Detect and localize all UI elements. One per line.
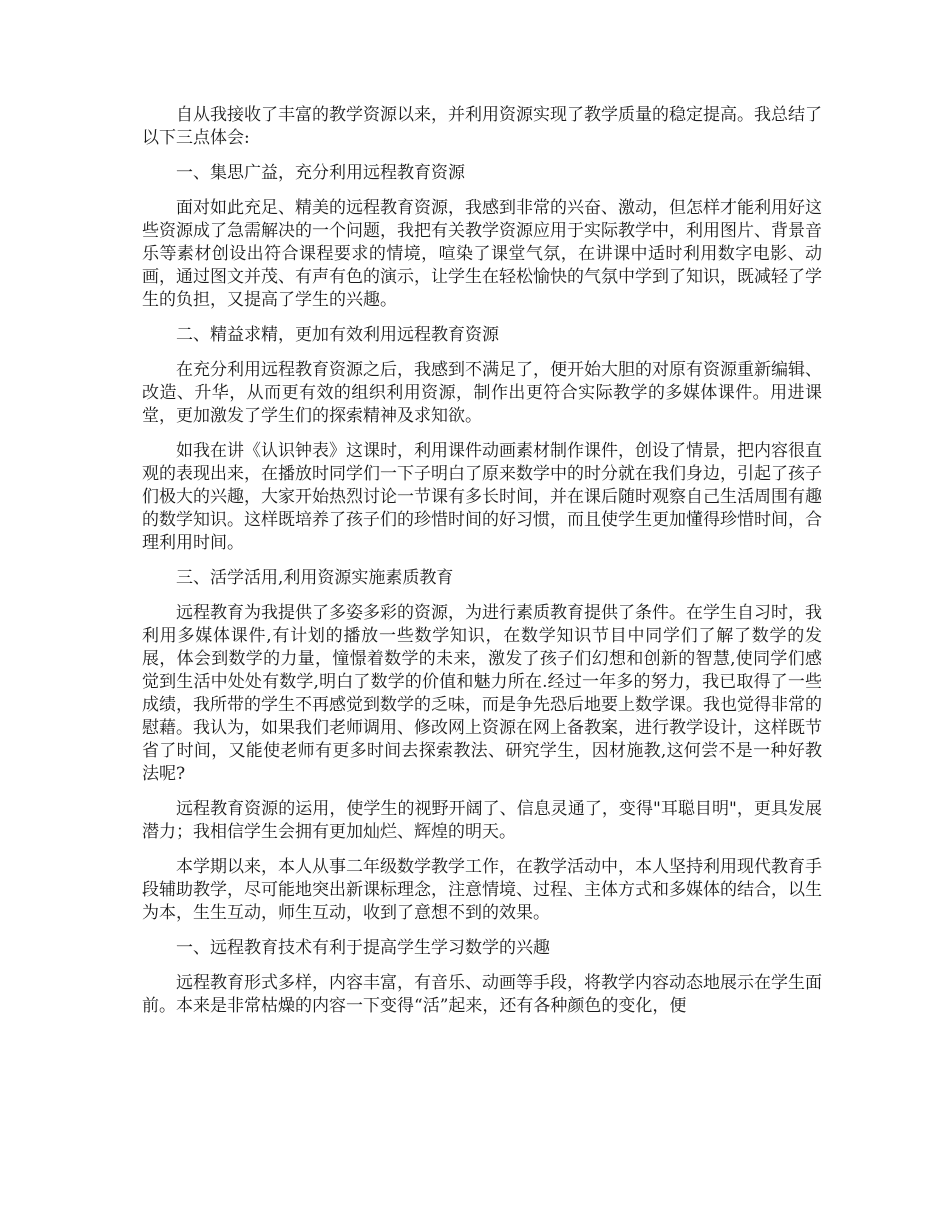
document-page xyxy=(142,104,822,1030)
paragraph: 在充分利用远程教育资源之后，我感到不满足了，便开始大胆的对原有资源重新编辑、改造、升华，从而更有效的组织利用资源，制作出更符合实际教学的多媒体课件。用进课堂，更加激发了学生们的探索精神及求知欲。 xyxy=(142,360,822,426)
section-heading: 二、精益求精，更加有效利用远程教育资源 xyxy=(176,325,499,345)
paragraph: 远程教育资源的运用，使学生的视野开阔了、信息灵通了，变得"耳聪目明"，更具发展潜力；我相信学生会拥有更加灿烂、辉煌的明天。 xyxy=(142,799,822,842)
paragraph: 自从我接收了丰富的教学资源以来，并利用资源实现了教学质量的稳定提高。我总结了以下三点体会: xyxy=(142,105,822,148)
paragraph: 面对如此充足、精美的远程教育资源，我感到非常的兴奋、激动，但怎样才能利用好这些资源成了急需解决的一个问题，我把有关教学资源应用于实际教学中，利用图片、背景音乐等素材创设出符合课程要求的情境，喧染了课堂气氛，在讲课中适时利用数字电影、动画，通过图文并茂、有声有色的演示，让学生在轻松愉快的气氛中学到了知识，既减轻了学生的负担，又提高了学生的兴趣。 xyxy=(142,198,822,310)
paragraph: 本学期以来，本人从事二年级数学教学工作，在教学活动中，本人坚持利用现代教育手段辅助教学，尽可能地突出新课标理念，注意情境、过程、主体方式和多媒体的结合，以生为本，生生互动，师生互动，收到了意想不到的效果。 xyxy=(142,857,822,923)
paragraph: 远程教育为我提供了多姿多彩的资源，为进行素质教育提供了条件。在学生自习时，我利用多媒体课件,有计划的播放一些数学知识，在数学知识节目中同学们了解了数学的发展，体会到数学的力量，憧憬着数学的未来，激发了孩子们幻想和创新的智慧,使同学们感觉到生活中处处有数学,明白了数学的价值和魅力所在.经过一年多的努力，我已取得了一些成绩，我所带的学生不再感觉到数学的乏味，而是争先恐后地要上数学课。我也觉得非常的慰藉。我认为，如果我们老师调用、修改网上资源在网上备教案，进行教学设计，这样既节省了时间，又能使老师有更多时间去探索教法、研究学生，因材施教,这何尝不是一种好教法呢? xyxy=(142,603,822,784)
paragraph: 如我在讲《认识钟表》这课时，利用课件动画素材制作课件，创设了情景，把内容很直观的表现出来，在播放时同学们一下子明白了原来数学中的时分就在我们身边，引起了孩子们极大的兴趣，大家开始热烈讨论一节课有多长时间，并在课后随时观察自己生活周围有趣的数学知识。这样既培养了孩子们的珍惜时间的好习惯，而且使学生更加懂得珍惜时间，合理利用时间。 xyxy=(142,441,822,553)
paragraph: 远程教育形式多样，内容丰富，有音乐、动画等手段，将教学内容动态地展示在学生面前。本来是非常枯燥的内容一下变得“活”起来，还有各种颜色的变化，便 xyxy=(142,973,822,1016)
section-heading: 三、活学活用,利用资源实施素质教育 xyxy=(176,568,454,588)
section-heading: 一、集思广益，充分利用远程教育资源 xyxy=(176,163,465,183)
section-heading: 一、远程教育技术有利于提高学生学习数学的兴趣 xyxy=(176,938,550,958)
